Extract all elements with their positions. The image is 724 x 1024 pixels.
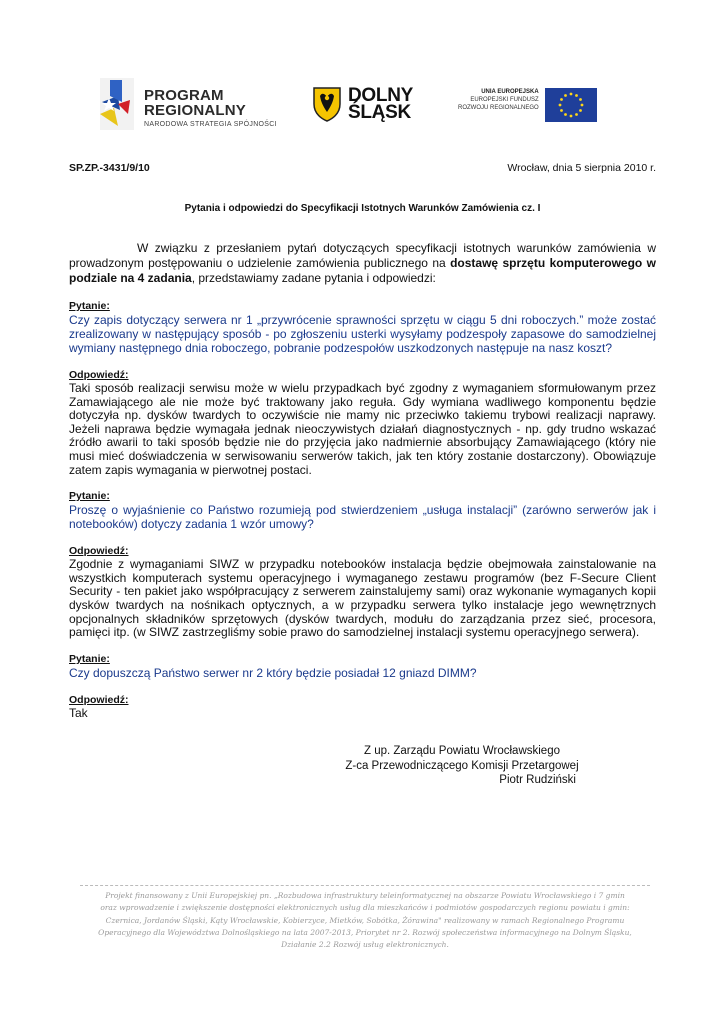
question-text: Proszę o wyjaśnienie co Państwo rozumieją pod stwierdzeniem „usługa instalacji” (zarówno serwerów jak i notebooków) dotyczy zadania 1 wzór umowy? bbox=[69, 503, 656, 532]
signature-name: Piotr Rudziński bbox=[499, 774, 576, 786]
reference-line bbox=[69, 162, 656, 174]
intro-part1: W związku z przesłaniem pytań dotyczących specyfikacji istotnych warunków zamówienia w prowadzonym postępowaniu o udzielenie zamówienia publicznego na bbox=[69, 241, 656, 270]
question-label: Pytanie: bbox=[69, 652, 110, 665]
footer-line3: Czernica, Jordanów Śląski, Kąty Wrocławskie, Kobierzyce, Mietków, Sobótka, Żórawina" realizowany w ramach Regionalnego Programu bbox=[105, 915, 625, 925]
footer-text bbox=[80, 890, 650, 951]
eu-line1: UNIA EUROPEJSKA bbox=[481, 89, 539, 95]
signature-block bbox=[332, 744, 592, 788]
qa-item bbox=[69, 300, 656, 477]
answer-label: Odpowiedź: bbox=[69, 693, 129, 706]
program-regionalny-line3: NARODOWA STRATEGIA SPÓJNOŚCI bbox=[144, 121, 277, 128]
answer-label: Odpowiedź: bbox=[69, 369, 129, 381]
program-regionalny-emblem-icon bbox=[96, 74, 140, 134]
eu-flag-icon bbox=[545, 88, 597, 122]
answer-text: Zgodnie z wymaganiami SIWZ w przypadku notebooków instalacja będzie obejmowała zainstalowanie na wszystkich komputerach systemu operacyjnego i wymaganego zestawu programów (bez F-Secure Client Security - ten pakiet jako współpracujący z serwerem zainstalujemy sami) oraz wykonanie wymaganych kopii dysków twardych na nośnikach optycznych, a w przypadku serwera tylko instalacje jego wewnętrznych opcjonalnych składników sprzętowych (dysków twardych, modułu do zarządzania przez sieć, procesora, pamięci itp. (w SIWZ zastrzegliśmy sobie prawo do samodzielnej instalacji systemu operacyjnego serwera). bbox=[69, 557, 656, 640]
intro-bold: dostawę sprzętu komputerowego w podziale na 4 zadania bbox=[69, 256, 656, 285]
dolny-slask-logo bbox=[312, 86, 413, 122]
footer-line1: Projekt finansowany z Unii Europejskiej pn. „Rozbudowa infrastruktury teleinformatycznej na obszarze Powiatu Wrocławskiego i 7 gmin bbox=[105, 891, 625, 900]
question-text: Czy dopuszczą Państwo serwer nr 2 który będzie posiadał 12 gniazd DIMM? bbox=[69, 665, 477, 680]
signature-line1: Z up. Zarządu Powiatu Wrocławskiego bbox=[363, 745, 560, 757]
eu-logo bbox=[458, 88, 597, 122]
footer-divider bbox=[80, 885, 650, 886]
dolny-slask-crest-icon bbox=[312, 86, 342, 122]
eu-line2: EUROPEJSKI FUNDUSZ bbox=[470, 97, 539, 103]
dolny-slask-line2: ŚLĄSK bbox=[348, 102, 411, 123]
footer-line4: Operacyjnego dla Województwa Dolnośląskiego na lata 2007-2013, Priorytet nr 2. Rozwój społeczeństwa informacyjnego na Dolnym Śląsku, bbox=[98, 927, 632, 937]
place-date: Wrocław, dnia 5 sierpnia 2010 r. bbox=[507, 162, 656, 174]
program-regionalny-line1: PROGRAM bbox=[144, 87, 224, 104]
intro-paragraph bbox=[69, 241, 656, 286]
document-title: Pytania i odpowiedzi do Specyfikacji Istotnych Warunków Zamówienia cz. I bbox=[184, 203, 541, 214]
footer-line2: oraz wprowadzenie i zwiększenie dostępności elektronicznych usług dla mieszkańców i podmiotów gospodarczych regionu powiatu i gmin: bbox=[100, 903, 630, 913]
answer-label: Odpowiedź: bbox=[69, 545, 129, 558]
intro-part2: , przedstawiamy zadane pytania i odpowiedzi: bbox=[191, 271, 436, 285]
reference-number: SP.ZP.-3431/9/10 bbox=[69, 162, 150, 174]
answer-text: Taki sposób realizacji serwisu może w wielu przypadkach być zgodny z wymaganiem sformułowanym przez Zamawiającego ale nie może być traktowany jako reguła. Gdy wymiana wadliwego komponentu będzie dotyczyła np. dysków twardych to oczywiście nie mamy nic przeciwko takiemu trybowi realizacji naprawy. Jeżeli naprawa będzie wymagała jednak nieoczywistych działań diagnostycznych - np. gdy trudno wskazać źródło awarii to taki sposób będzie nie do przyjęcia jako nadmiernie absorbujący Zamawiającego (który nie musi mieć doświadczenia w serwisowaniu serwerów takich, jak ten który zostanie dostarczony). Obowiązuje zatem zapis wymagania w pierwotnej postaci. bbox=[69, 381, 656, 477]
question-label: Pytanie: bbox=[69, 300, 110, 312]
qa-item bbox=[69, 653, 656, 721]
signature-line2: Z-ca Przewodniczącego Komisji Przetargowej bbox=[345, 759, 579, 772]
program-regionalny-logo bbox=[96, 74, 277, 134]
header-logos bbox=[96, 74, 636, 138]
answer-text: Tak bbox=[69, 705, 88, 720]
qa-item bbox=[69, 490, 656, 640]
dolny-slask-line1: DOLNY bbox=[348, 85, 414, 106]
program-regionalny-line2: REGIONALNY bbox=[144, 102, 247, 119]
eu-line3: ROZWOJU REGIONALNEGO bbox=[458, 105, 539, 111]
footer bbox=[80, 885, 650, 951]
question-label: Pytanie: bbox=[69, 490, 110, 503]
document-body bbox=[69, 162, 656, 720]
footer-line5: Działanie 2.2 Rozwój usług elektronicznych. bbox=[281, 940, 449, 950]
question-text: Czy zapis dotyczący serwera nr 1 „przywrócenie sprawności sprzętu w ciągu 5 dni roboczych.” może zostać zrealizowany w następujący sposób - po zgłoszeniu usterki wysyłamy podzespoły zapasowe do samodzielnej wymiany następnego dnia roboczego, pobranie podzespołów uszkodzonych następuje na nasz koszt? bbox=[69, 313, 656, 355]
